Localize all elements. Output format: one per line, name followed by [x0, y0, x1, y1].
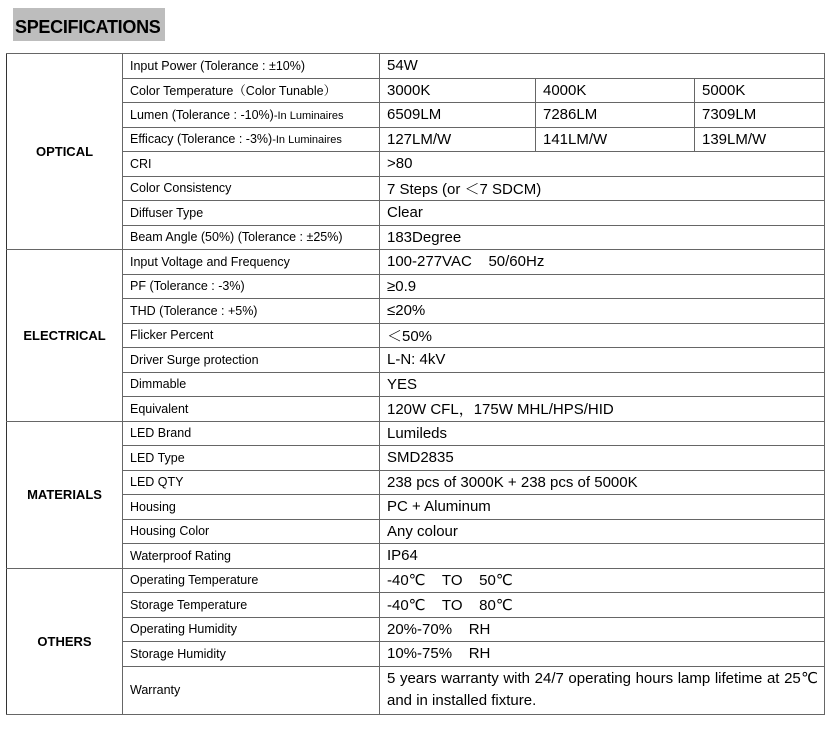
parameter-cell [123, 495, 380, 520]
value-cell: ≤20% [380, 299, 825, 324]
table-row [7, 201, 825, 226]
value-cell: SMD2835 [380, 446, 825, 471]
table-row [7, 397, 825, 422]
parameter-cell [123, 103, 380, 128]
parameter-cell [123, 274, 380, 299]
parameter-label: Flicker Percent [130, 328, 214, 343]
table-row [7, 372, 825, 397]
parameter-cell [123, 225, 380, 250]
table-row [7, 666, 825, 714]
table-row [7, 299, 825, 324]
value-cell: YES [380, 372, 825, 397]
parameter-label: Driver Surge protection [130, 352, 259, 367]
table-row [7, 103, 825, 128]
value-cell: 120W CFL，175W MHL/HPS/HID [380, 397, 825, 422]
parameter-cell [123, 642, 380, 667]
value-cell: Any colour [380, 519, 825, 544]
parameter-cell [123, 372, 380, 397]
parameter-label: LED QTY [130, 475, 184, 490]
parameter-cell [123, 201, 380, 226]
parameter-cell [123, 323, 380, 348]
parameter-cell [123, 250, 380, 275]
parameter-label: Diffuser Type [130, 205, 204, 220]
parameter-label: Waterproof Rating [130, 548, 231, 563]
page-title: SPECIFICATIONS [13, 8, 165, 41]
value-cell: 7286LM [536, 103, 695, 128]
value-cell: -40℃ TO 80℃ [380, 593, 825, 618]
parameter-label: CRI [130, 156, 152, 171]
parameter-label: Dimmable [130, 377, 187, 392]
parameter-label: LED Brand [130, 426, 192, 441]
value-cell: ＜50% [380, 323, 825, 348]
value-cell: 4000K [536, 78, 695, 103]
value-cell: 5 years warranty with 24/7 operating hours lamp lifetime at 25℃ and in installed fixture. [380, 666, 825, 714]
value-cell: 3000K [380, 78, 536, 103]
table-row [7, 519, 825, 544]
table-row [7, 54, 825, 79]
parameter-label: Storage Temperature [130, 597, 248, 612]
specifications-table [6, 53, 825, 715]
value-cell: 6509LM [380, 103, 536, 128]
parameter-label: Housing Color [130, 524, 210, 539]
table-row [7, 446, 825, 471]
table-row [7, 250, 825, 275]
table-row [7, 274, 825, 299]
parameter-label: Input Voltage and Frequency [130, 254, 290, 269]
parameter-sublabel: -In Luminaires [272, 134, 342, 147]
parameter-cell [123, 617, 380, 642]
parameter-label: Color Consistency [130, 181, 232, 196]
parameter-cell [123, 519, 380, 544]
value-cell: >80 [380, 152, 825, 177]
value-cell: 10%-75% RH [380, 642, 825, 667]
value-cell: 127LM/W [380, 127, 536, 152]
value-cell: L-N: 4kV [380, 348, 825, 373]
parameter-label: Efficacy (Tolerance : -3%) [130, 132, 273, 147]
parameter-cell [123, 593, 380, 618]
parameter-sublabel: -In Luminaires [273, 109, 344, 122]
table-row [7, 568, 825, 593]
table-row [7, 323, 825, 348]
table-row [7, 642, 825, 667]
value-cell: Lumileds [380, 421, 825, 446]
section-label: MATERIALS [7, 421, 123, 568]
table-row [7, 176, 825, 201]
value-cell: -40℃ TO 50℃ [380, 568, 825, 593]
parameter-cell [123, 568, 380, 593]
table-row [7, 127, 825, 152]
value-cell: 139LM/W [695, 127, 825, 152]
table-row [7, 544, 825, 569]
value-cell: 238 pcs of 3000K + 238 pcs of 5000K [380, 470, 825, 495]
value-cell: 141LM/W [536, 127, 695, 152]
section-label: OPTICAL [7, 54, 123, 250]
parameter-cell [123, 421, 380, 446]
value-cell: Clear [380, 201, 825, 226]
parameter-label: Equivalent [130, 401, 189, 416]
parameter-label: Lumen (Tolerance : -10%) [130, 107, 274, 122]
value-cell: 183Degree [380, 225, 825, 250]
value-cell: 20%-70% RH [380, 617, 825, 642]
parameter-cell [123, 299, 380, 324]
parameter-cell [123, 666, 380, 714]
parameter-cell [123, 544, 380, 569]
table-row [7, 78, 825, 103]
parameter-cell [123, 127, 380, 152]
parameter-label: Storage Humidity [130, 646, 226, 661]
parameter-cell [123, 470, 380, 495]
parameter-label: Warranty [130, 683, 181, 697]
value-cell: 100-277VAC 50/60Hz [380, 250, 825, 275]
value-cell: 7309LM [695, 103, 825, 128]
value-cell: 7 Steps (or ＜7 SDCM) [380, 176, 825, 201]
value-cell: ≥0.9 [380, 274, 825, 299]
table-row [7, 225, 825, 250]
table-row [7, 152, 825, 177]
parameter-label: Housing [130, 499, 176, 514]
table-row [7, 593, 825, 618]
parameter-cell [123, 152, 380, 177]
value-cell: PC + Aluminum [380, 495, 825, 520]
parameter-label: Operating Temperature [130, 573, 259, 588]
parameter-cell [123, 348, 380, 373]
parameter-label: Input Power (Tolerance : ±10%) [130, 58, 305, 73]
table-row [7, 617, 825, 642]
parameter-cell [123, 54, 380, 79]
table-row [7, 421, 825, 446]
parameter-label: PF (Tolerance : -3%) [130, 279, 245, 294]
parameter-label: LED Type [130, 450, 185, 465]
parameter-cell [123, 397, 380, 422]
table-row [7, 348, 825, 373]
parameter-cell [123, 78, 380, 103]
parameter-label: THD (Tolerance : +5%) [130, 303, 258, 318]
value-cell: IP64 [380, 544, 825, 569]
table-row [7, 495, 825, 520]
value-cell: 54W [380, 54, 825, 79]
section-label: ELECTRICAL [7, 250, 123, 422]
section-label: OTHERS [7, 568, 123, 714]
parameter-cell [123, 176, 380, 201]
parameter-label: Beam Angle (50%) (Tolerance : ±25%) [130, 230, 343, 245]
parameter-label: Operating Humidity [130, 622, 237, 637]
table-row [7, 470, 825, 495]
value-cell: 5000K [695, 78, 825, 103]
parameter-cell [123, 446, 380, 471]
parameter-label: Color Temperature（Color Tunable） [130, 84, 337, 99]
